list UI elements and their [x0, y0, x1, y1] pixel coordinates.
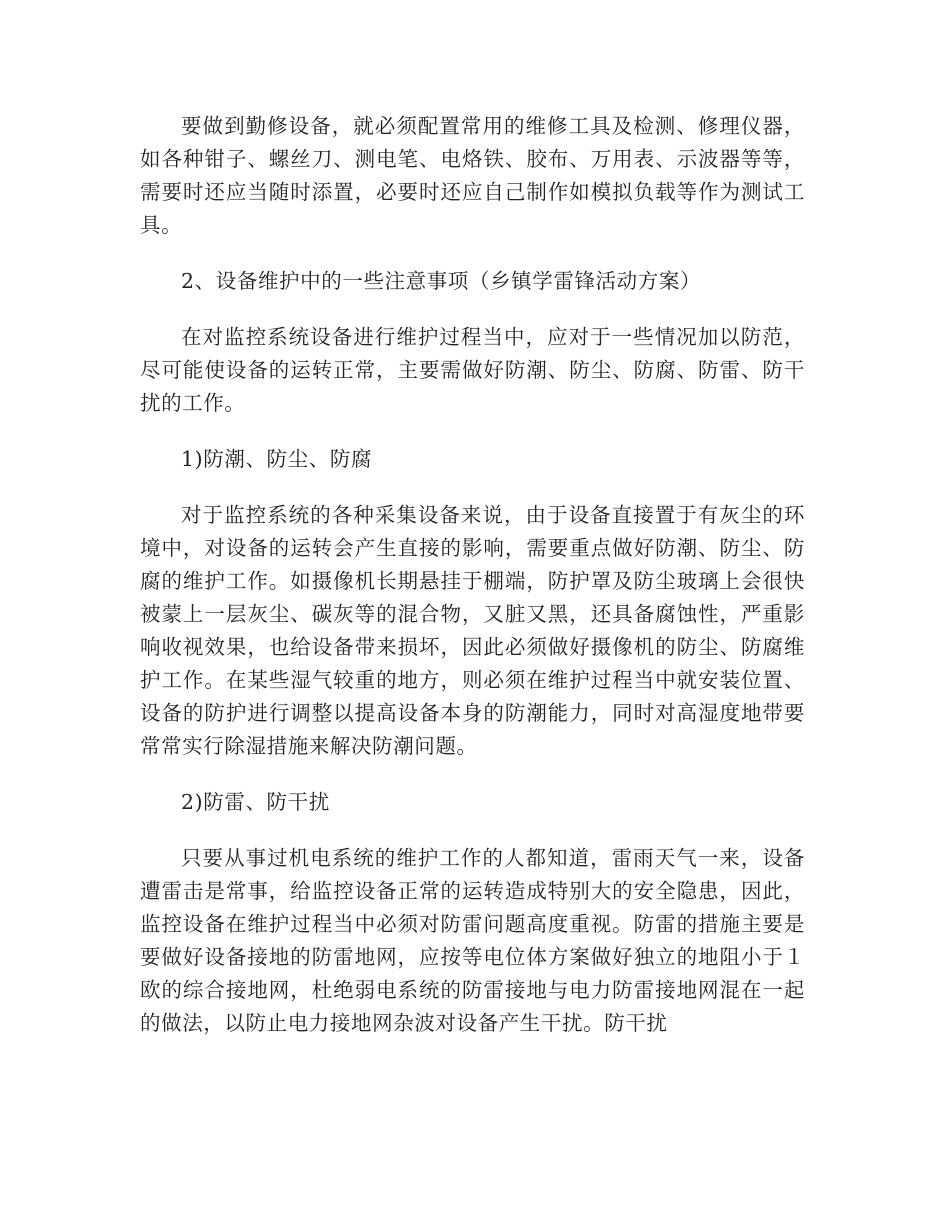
subsection-heading-moisture-dust-corrosion: 1)防潮、防尘、防腐 [181, 447, 373, 471]
paragraph-precautions-intro: 在对监控系统设备进行维护过程当中，应对于一些情况加以防范，尽可能使设备的运转正常，主要需做好防潮、防尘、防腐、防雷、防干扰的工作。 [140, 325, 805, 415]
subsection-heading-lightning-interference: 2)防雷、防干扰 [181, 790, 330, 814]
document-body [140, 110, 805, 1040]
paragraph-moisture-dust-corrosion: 对于监控系统的各种采集设备来说，由于设备直接置于有灰尘的环境中，对设备的运转会产生直接的影响，需要重点做好防潮、防尘、防腐的维护工作。如摄像机长期悬挂于棚端，防护罩及防尘玻璃上会很快被蒙上一层灰尘、碳灰等的混合物，又脏又黑，还具备腐蚀性，严重影响收视效果，也给设备带来损坏，因此必须做好摄像机的防尘、防腐维护工作。在某些湿气较重的地方，则必须在维护过程当中就安装位置、设备的防护进行调整以提高设备本身的防潮能力，同时对高湿度地带要常常实行除湿措施来解决防潮问题。 [140, 503, 805, 758]
paragraph-lightning-interference: 只要从事过机电系统的维护工作的人都知道，雷雨天气一来，设备遭雷击是常事，给监控设备正常的运转造成特别大的安全隐患，因此，监控设备在维护过程当中必须对防雷问题高度重视。防雷的措施主要是要做好设备接地的防雷地网，应按等电位体方案做好独立的地阻小于１欧的综合接地网，杜绝弱电系统的防雷接地与电力防雷接地网混在一起的做法，以防止电力接地网杂波对设备产生干扰。防干扰 [140, 846, 805, 1035]
paragraph-maintenance-tools: 要做到勤修设备，就必须配置常用的维修工具及检测、修理仪器，如各种钳子、螺丝刀、测电笔、电烙铁、胶布、万用表、示波器等等，需要时还应当随时添置，必要时还应自己制作如模拟负载等作为测试工具。 [140, 114, 805, 237]
section-heading-precautions: 2、设备维护中的一些注意事项（乡镇学雷锋活动方案） [181, 269, 702, 293]
